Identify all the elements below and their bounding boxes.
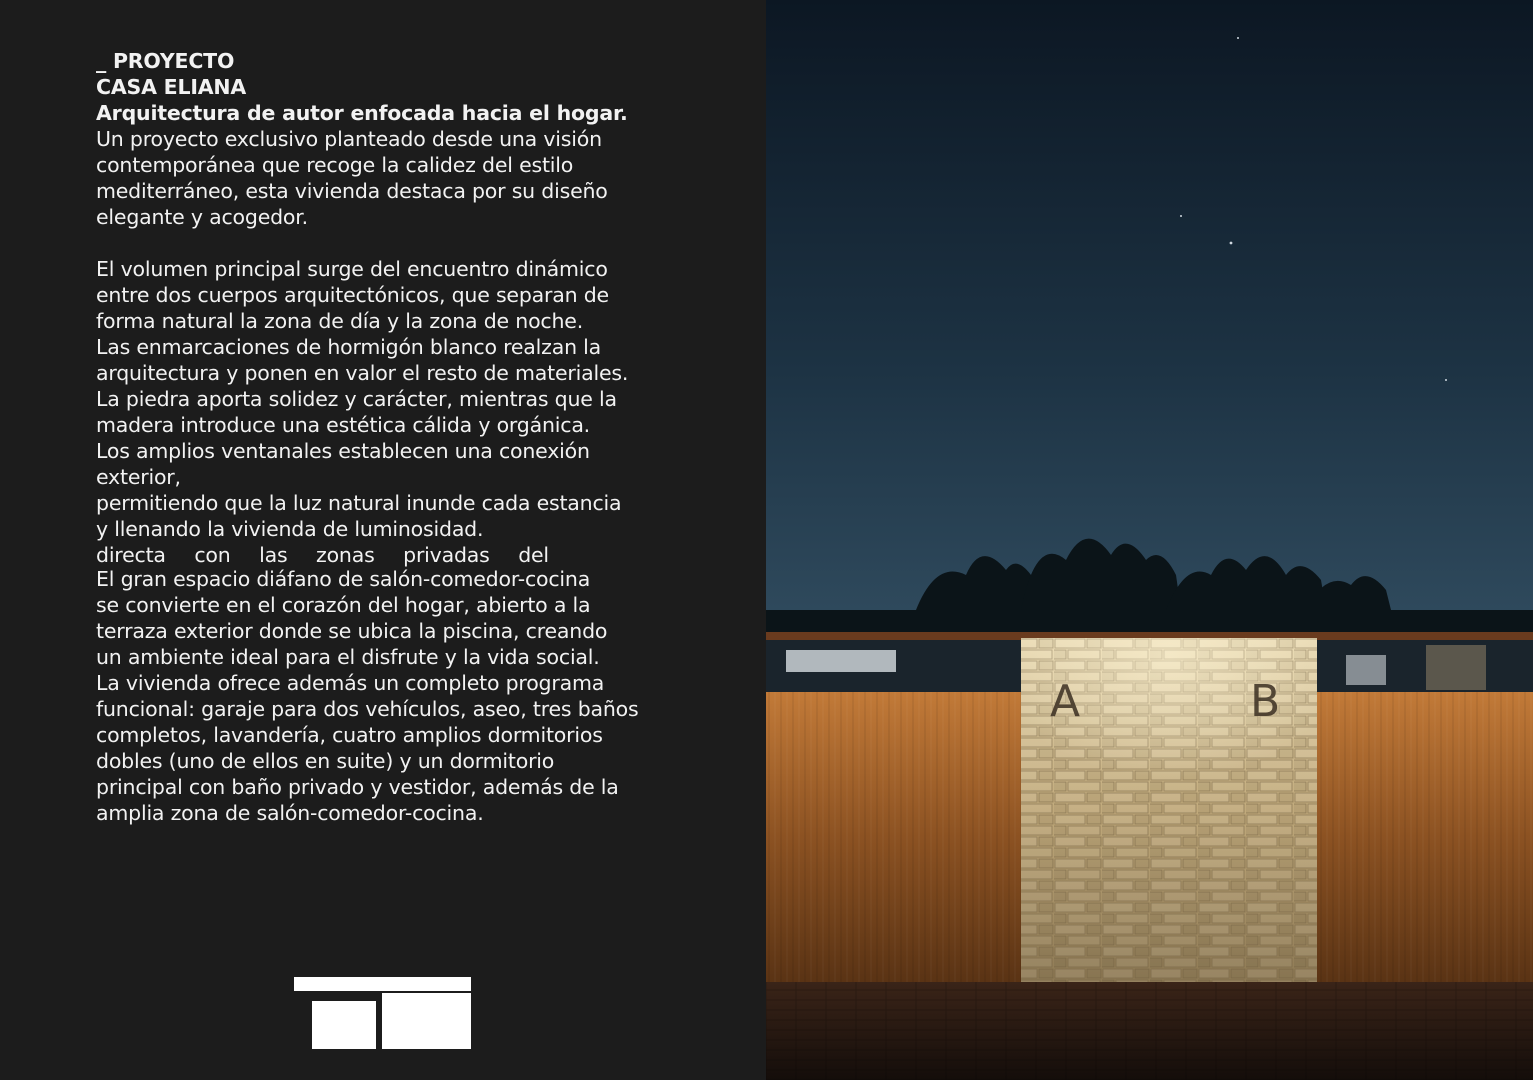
brand-logo — [294, 977, 471, 1049]
logo-top-bar — [294, 977, 471, 991]
paragraph-2-line: permitiendo que la luz natural inunde cada estancia — [96, 491, 622, 515]
text-panel — [0, 0, 766, 1080]
house-letter-a: A — [1050, 676, 1081, 727]
logo-left-block — [312, 1001, 376, 1049]
paragraph-3-line: un ambiente ideal para el disfrute y la vida social. — [96, 645, 600, 669]
paragraph-2-line: exterior, — [96, 465, 181, 489]
house-letter-b: B — [1250, 676, 1281, 727]
stray-word: las — [259, 543, 288, 567]
paragraph-3-line: completos, lavandería, cuatro amplios dormitorios — [96, 723, 603, 747]
heading-line-1: _ PROYECTO — [96, 49, 235, 73]
stray-word: zonas — [316, 543, 375, 567]
paragraph-3-line: se convierte en el corazón del hogar, abierto a la — [96, 593, 591, 617]
paragraph-2-line: entre dos cuerpos arquitectónicos, que separan de — [96, 283, 609, 307]
paragraph-1-line: Un proyecto exclusivo planteado desde una visión — [96, 127, 602, 151]
paragraph-2-line: forma natural la zona de día y la zona de noche. — [96, 309, 584, 333]
stray-word: privadas — [403, 543, 490, 567]
paragraph-2-line: arquitectura y ponen en valor el resto de materiales. — [96, 361, 629, 385]
facade-illustration — [766, 0, 1533, 1080]
stray-word: del — [518, 543, 549, 567]
paragraph-2-line: La piedra aporta solidez y carácter, mientras que la — [96, 387, 617, 411]
stray-justified-line — [96, 544, 549, 566]
paragraph-3-line: terraza exterior donde se ubica la piscina, creando — [96, 619, 608, 643]
heading-line-2: CASA ELIANA — [96, 75, 247, 99]
paragraph-3-line: funcional: garaje para dos vehículos, aseo, tres baños — [96, 697, 639, 721]
stray-word: con — [194, 543, 231, 567]
paragraph-3-line: amplia zona de salón-comedor-cocina. — [96, 801, 484, 825]
paragraph-1-line: elegante y acogedor. — [96, 205, 308, 229]
paragraph-3-line: El gran espacio diáfano de salón-comedor-cocina — [96, 567, 591, 591]
paragraph-gap — [96, 230, 696, 256]
paragraph-2-line: madera introduce una estética cálida y orgánica. — [96, 413, 590, 437]
paragraph-2-line: Los amplios ventanales establecen una conexión — [96, 439, 590, 463]
logo-right-block — [382, 993, 471, 1049]
facade-night-photo — [766, 0, 1533, 1080]
paragraph-3-line: dobles (uno de ellos en suite) y un dormitorio — [96, 749, 555, 773]
stray-word: directa — [96, 543, 166, 567]
paragraph-1-line: contemporánea que recoge la calidez del estilo — [96, 153, 574, 177]
paragraph-1-line: mediterráneo, esta vivienda destaca por su diseño — [96, 179, 608, 203]
paragraph-3-line: principal con baño privado y vestidor, además de la — [96, 775, 619, 799]
project-description — [96, 48, 696, 826]
subtitle: Arquitectura de autor enfocada hacia el hogar. — [96, 101, 628, 125]
paragraph-2-line: y llenando la vivienda de luminosidad. — [96, 517, 484, 541]
paragraph-2-line: El volumen principal surge del encuentro dinámico — [96, 257, 608, 281]
paragraph-2-line: Las enmarcaciones de hormigón blanco realzan la — [96, 335, 602, 359]
paragraph-3-line: La vivienda ofrece además un completo programa — [96, 671, 605, 695]
